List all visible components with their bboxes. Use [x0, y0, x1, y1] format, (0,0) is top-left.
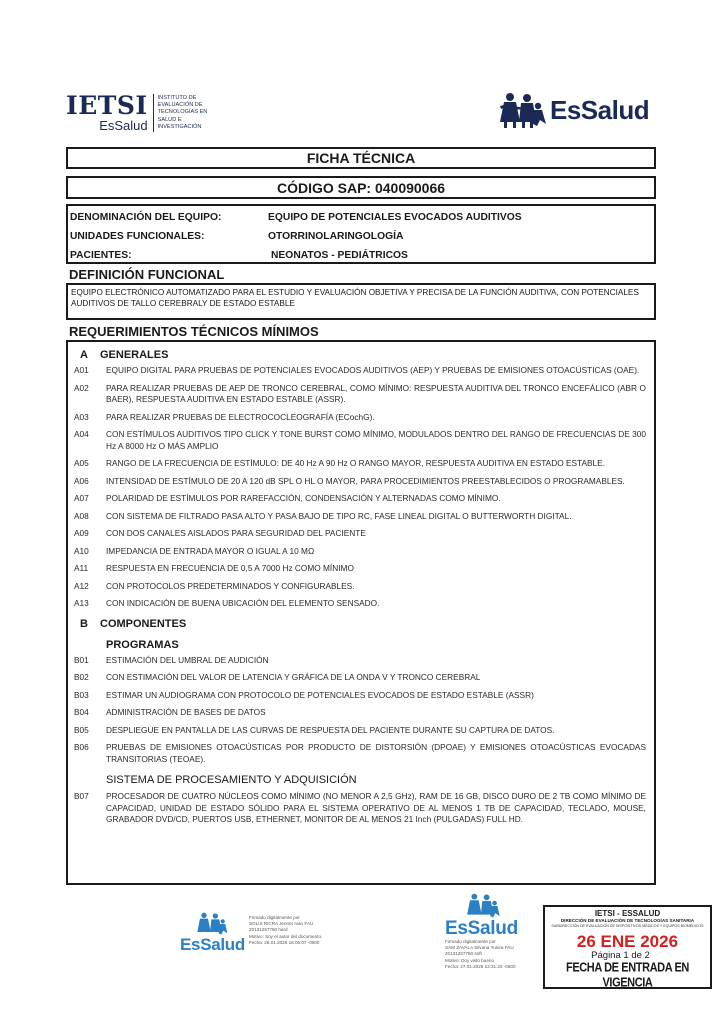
- stamp-title: IETSI - ESSALUD: [594, 909, 661, 918]
- requirement-text: RANGO DE LA FRECUENCIA DE ESTÍMULO: DE 40 Hz A 90 Hz O RANGO MAYOR, RESPUESTA AUDITIVA EN ESTADO ESTABLE.: [106, 458, 606, 468]
- stamp-date: 26 ENE 2026: [576, 932, 679, 951]
- signature-logo: [445, 893, 518, 938]
- requirement-code: B07: [74, 791, 89, 801]
- requirement-item: [74, 412, 646, 424]
- processing-items: [74, 791, 646, 826]
- document-title: FICHA TÉCNICA: [66, 147, 656, 169]
- requirement-text: DESPLIEGUE EN PANTALLA DE LAS CURVAS DE RESPUESTA DEL PACIENTE DURANTE SU CAPTURA DE DATOS.: [106, 724, 555, 735]
- requirement-item: [74, 791, 646, 826]
- requirement-code: A02: [74, 382, 89, 393]
- ietsi-logo-title: IETSI: [66, 90, 148, 120]
- logo-divider: [153, 94, 154, 132]
- info-label: DENOMINACIÓN DEL EQUIPO:: [70, 212, 222, 223]
- stamp-direction: DIRECCIÓN DE EVALUACIÓN DE TECNOLOGÍAS SANITARIA: [560, 918, 695, 923]
- section-letter: B: [80, 618, 88, 630]
- requirement-code: A06: [74, 475, 89, 486]
- requirement-code: B03: [74, 689, 89, 700]
- requirement-item: [74, 581, 646, 593]
- equipment-info: [66, 204, 656, 264]
- ietsi-logo: [66, 92, 207, 134]
- requirement-code: B01: [74, 654, 89, 665]
- requirement-item: [74, 690, 646, 702]
- requirement-item: [74, 655, 646, 667]
- requirement-item: [74, 546, 646, 558]
- processing-heading: SISTEMA DE PROCESAMIENTO Y ADQUISICIÓN: [106, 774, 357, 786]
- requirement-item: [74, 383, 646, 406]
- requirement-code: A05: [74, 458, 89, 468]
- stamp-validity-label: FECHA DE ENTRADA EN VIGENCIA: [566, 961, 689, 990]
- info-row-denomination: [70, 208, 652, 227]
- requirement-item: [74, 429, 646, 452]
- requirement-item: [74, 511, 646, 523]
- signature-line: 20131257750 soft: [445, 951, 482, 957]
- requirement-code: A04: [74, 429, 89, 439]
- requirement-text: ESTIMACIÓN DEL UMBRAL DE AUDICIÓN: [106, 654, 269, 665]
- requirement-text: PARA REALIZAR PRUEBAS DE ELECTROCOCLEOGRAFÍA (ECochG).: [106, 411, 375, 422]
- requirement-text: PRUEBAS DE EMISIONES OTOACÚSTICAS POR PRODUCTO DE DISTORSIÓN (DPOAE) Y EMISIONES OTOACÚSTICAS EVOCADAS TRANSITORIAS (TEOAE).: [106, 742, 646, 764]
- requirement-text: CON PROTOCOLOS PREDETERMINADOS Y CONFIGURABLES.: [106, 580, 355, 591]
- essalud-logo: [500, 90, 649, 130]
- signature-logo-text: EsSalud: [180, 935, 245, 954]
- requirement-code: A07: [74, 493, 89, 503]
- requirement-item: [74, 528, 646, 540]
- signature-line: Fecha: 28.01.2026 16:05:07 -0500: [248, 939, 320, 945]
- validity-stamp: [543, 905, 712, 989]
- page-number: Página 1 de 2: [591, 950, 650, 961]
- sap-code: CÓDIGO SAP: 040090066: [66, 176, 656, 199]
- requirement-code: A13: [74, 598, 89, 608]
- requirement-code: A11: [74, 563, 89, 573]
- signature-details: [445, 939, 545, 970]
- requirement-code: A08: [74, 510, 89, 521]
- requirement-item: [74, 725, 646, 737]
- signature-logo: [180, 912, 245, 953]
- ietsi-logo-subtitle: EsSalud: [99, 117, 148, 133]
- info-label: PACIENTES:: [70, 250, 132, 261]
- requirement-text: INTENSIDAD DE ESTÍMULO DE 20 A 120 dB SPL O HL O MAYOR, PARA PROCEDIMIENTOS PREESTABLECIDOS O PROGRAMABLES.: [106, 475, 625, 486]
- requirement-text: CON INDICACIÓN DE BUENA UBICACIÓN DEL ELEMENTO SENSADO.: [106, 598, 380, 608]
- functional-definition-heading: DEFINICIÓN FUNCIONAL: [69, 267, 225, 282]
- signature-line: 20131257750 hard: [248, 927, 288, 933]
- requirements-heading: REQUERIMIENTOS TÉCNICOS MÍNIMOS: [69, 324, 319, 339]
- requirement-item: [74, 742, 646, 765]
- requirement-item: [74, 493, 646, 505]
- family-figures-icon: [500, 92, 548, 128]
- requirement-code: B04: [74, 707, 89, 717]
- signature-line: Fecha: 27.01.2026 13:31:23 -0500: [445, 963, 516, 969]
- signature-details: [249, 915, 339, 946]
- requirement-code: A01: [74, 365, 89, 375]
- requirement-text: CON SISTEMA DE FILTRADO PASA ALTO Y PASA BAJO DE TIPO RC, FASE LINEAL DIGITAL O BUTTERWORTH DIGITAL.: [106, 510, 572, 521]
- requirement-item: [74, 707, 646, 719]
- section-title: COMPONENTES: [100, 618, 187, 630]
- requirement-item: [74, 365, 646, 377]
- requirement-text: ESTIMAR UN AUDIOGRAMA CON PROTOCOLO DE POTENCIALES EVOCADOS DE ESTADO ESTABLE (ASSR): [106, 689, 534, 700]
- requirement-text: CON ESTÍMULOS AUDITIVOS TIPO CLICK Y TONE BURST COMO MÍNIMO, MODULADOS DENTRO DEL RANGO DE FRECUENCIAS DE 300 Hz A 8000 Hz O MÁS AMPLIO: [106, 429, 646, 451]
- signature-line: Motivo: Doy visto bueno: [445, 957, 495, 963]
- signature-line: SAM ZAVALA Silvana Yunira FAU: [445, 945, 514, 951]
- requirement-code: A03: [74, 411, 89, 422]
- institute-line: EVALUACIÓN DE: [157, 102, 203, 109]
- requirement-code: A09: [74, 528, 89, 538]
- requirement-text: PARA REALIZAR PRUEBAS DE AEP DE TRONCO CEREBRAL, COMO MÍNIMO: RESPUESTA AUDITIVA DEL TRONCO ENCEFÁLICO (ABR O BAER), RESPUESTA AUDITIVA EN ESTADO ESTABLE (ASSR).: [106, 382, 646, 404]
- info-row-patients: [70, 246, 652, 265]
- requirement-item: [74, 476, 646, 488]
- signature-line: Motivo: Soy el autor del documento.: [248, 933, 323, 939]
- programs-heading: PROGRAMAS: [106, 638, 179, 651]
- requirement-text: POLARIDAD DE ESTÍMULOS POR RAREFACCIÓN, CONDENSACIÓN Y ALTERNADAS COMO MÍNIMO.: [106, 493, 501, 503]
- requirement-item: [74, 458, 646, 470]
- requirement-item: [74, 563, 646, 575]
- programs-items: [74, 655, 646, 766]
- digital-signature-1: [180, 912, 339, 953]
- info-row-functional-units: [70, 227, 652, 246]
- signature-line: Firmado digitalmente por: [248, 915, 300, 920]
- requirement-code: B05: [74, 724, 89, 735]
- info-value: OTORRINOLARINGOLOGÍA: [268, 231, 404, 242]
- essalud-logo-text: EsSalud: [550, 94, 650, 125]
- section-letter: A: [80, 348, 88, 361]
- section-a-items: [74, 365, 646, 610]
- signature-line: Firmado digitalmente por: [445, 939, 496, 944]
- institute-line: INVESTIGACIÓN: [157, 123, 202, 130]
- institute-line: SALUD E: [157, 116, 182, 123]
- stamp-subdirection: SUBDIRECCIÓN DE EVALUACIÓN DE DISPOSITIVOS MÉDICOS Y EQUIPOS BIOMÉDICOS: [551, 923, 704, 928]
- ietsi-institute-name: [158, 92, 208, 134]
- requirement-item: [74, 598, 646, 610]
- signature-line: SOLIS RICRA Jenner Ivan FAU: [248, 921, 314, 927]
- requirement-text: PROCESADOR DE CUATRO NÚCLEOS COMO MÍNIMO (NO MENOR A 2,5 GHz), RAM DE 16 GB, DISCO DURO DE 2 TB COMO MÍNIMO DE CAPACIDAD, UNIDAD DE ESTADO SÓLIDO PARA EL SISTEMA OPERATIVO DE AL MENOS 1 TB DE CAPACIDAD, TECLADO, MOUSE, GRABADOR DVD/CD, PUERTOS USB, ETHERNET, MONITOR DE AL MENOS 21 Inch (PULGADAS) FULL HD.: [106, 791, 646, 824]
- section-b-header: [74, 616, 646, 633]
- institute-line: INSTITUTO DE: [157, 94, 197, 101]
- requirement-code: A12: [74, 580, 89, 591]
- requirement-text: IMPEDANCIA DE ENTRADA MAYOR O IGUAL A 10 MΩ: [106, 545, 315, 556]
- section-a-header: [74, 346, 646, 363]
- requirement-text: CON ESTIMACIÓN DEL VALOR DE LATENCIA Y GRÁFICA DE LA ONDA V Y TRONCO CEREBRAL: [106, 672, 481, 682]
- family-figures-icon: [195, 912, 229, 936]
- requirement-text: ADMINISTRACIÓN DE BASES DE DATOS: [106, 707, 266, 717]
- section-title: GENERALES: [100, 348, 169, 361]
- requirement-item: [74, 672, 646, 684]
- info-value: EQUIPO DE POTENCIALES EVOCADOS AUDITIVOS: [268, 212, 522, 223]
- requirement-code: A10: [74, 545, 89, 556]
- info-label: UNIDADES FUNCIONALES:: [70, 231, 205, 242]
- digital-signature-2: [445, 893, 545, 970]
- institute-line: TECNOLOGÍAS EN: [157, 109, 208, 116]
- signature-logo-text: EsSalud: [445, 918, 518, 939]
- requirement-text: CON DOS CANALES AISLADOS PARA SEGURIDAD DEL PACIENTE: [106, 528, 366, 538]
- family-figures-icon: [463, 893, 503, 919]
- info-value: NEONATOS - PEDIÁTRICOS: [271, 250, 408, 261]
- requirement-code: B06: [74, 742, 89, 752]
- functional-definition-text: EQUIPO ELECTRÓNICO AUTOMATIZADO PARA EL ESTUDIO Y EVALUACIÓN OBJETIVA Y PRECISA DE LA FUNCIÓN AUDITIVA, CON POTENCIALES AUDITIVOS DE TALLO CEREBRALY DE ESTADO ESTABLE: [66, 283, 656, 320]
- requirements-box: [66, 340, 656, 885]
- requirement-text: EQUIPO DIGITAL PARA PRUEBAS DE POTENCIALES EVOCADOS AUDITIVOS (AEP) Y PRUEBAS DE EMISIONES OTOACÚSTICAS (OAE).: [106, 365, 640, 375]
- requirement-text: RESPUESTA EN FRECUENCIA DE 0,5 A 7000 Hz COMO MÍNIMO: [106, 563, 354, 573]
- requirement-code: B02: [74, 672, 89, 682]
